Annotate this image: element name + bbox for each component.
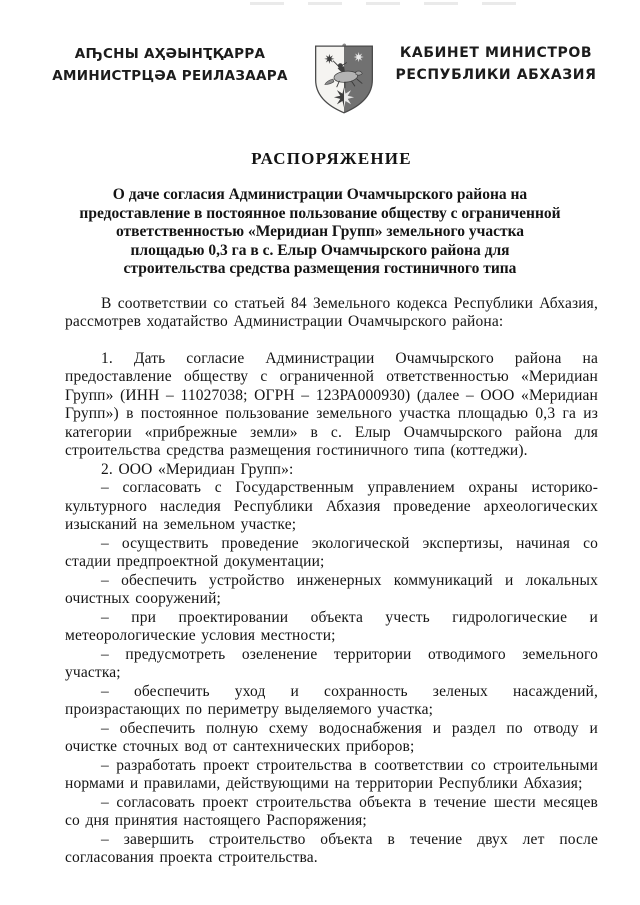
- letterhead-abkhaz-text: [40, 43, 300, 87]
- subject-line: строительства средства размещения гостиничного типа: [123, 260, 517, 278]
- body-paragraph-dash: – завершить строительство объекта в течение двух лет после согласования проекта строительства.: [65, 830, 598, 867]
- body-paragraph-item1: 1. Дать согласие Администрации Очамчырского района на предоставление обществу с ограниченной ответственностью «Меридиан Групп» (ИНН – 11027038; ОГРН – 123РА000930) (далее – ООО «Меридиан Групп») в постоянное пользование земельного участка площадью 0,3 га из категории «прибрежные земли» в с. Елыр Очамчырского района для строительства средства размещения гостиничного типа (коттеджи).: [65, 349, 598, 460]
- document-title: РАСПОРЯЖЕНИЕ: [251, 149, 412, 168]
- body-paragraph-dash: – осуществить проведение экологической экспертизы, начиная со стадии предпроектной документации;: [65, 534, 598, 571]
- letterhead: [0, 0, 640, 123]
- subject-line: О даче согласия Администрации Очамчырского района на: [112, 186, 528, 203]
- scan-artifact: [250, 2, 540, 5]
- body-paragraph-dash: – обеспечить уход и сохранность зеленых насаждений, произрастающих по периметру выделяемого участка;: [65, 682, 598, 719]
- letterhead-russian-line1: КАБИНЕТ МИНИСТРОВ: [399, 45, 593, 61]
- body-paragraph-dash: – обеспечить полную схему водоснабжения и раздел по отводу и очистке сточных вод от сантехнических приборов;: [65, 719, 598, 756]
- body-paragraph-dash: – обеспечить устройство инженерных коммуникаций и локальных очистных сооружений;: [65, 571, 598, 608]
- body-paragraph-dash: – при проектировании объекта учесть гидрологические и метеорологические условия местности;: [65, 608, 598, 645]
- letterhead-abkhaz-line2: АМИНИСТРЦӘА РЕИЛАЗААРА: [52, 68, 288, 84]
- coat-of-arms-icon: [312, 40, 376, 123]
- letterhead-russian-text: [390, 42, 602, 86]
- letterhead-russian-line2: РЕСПУБЛИКИ АБХАЗИЯ: [395, 67, 597, 83]
- body-paragraph-dash: – согласовать проект строительства объекта в течение шести месяцев со дня принятия настоящего Распоряжения;: [65, 793, 598, 830]
- document-subject: [60, 186, 580, 279]
- subject-line: площадью 0,3 га в с. Елыр Очамчырского района для: [130, 241, 510, 259]
- subject-line: предоставление в постоянное пользование обществу с ограниченной: [79, 204, 561, 222]
- body-paragraph-item2: 2. ООО «Меридиан Групп»:: [101, 460, 294, 478]
- body-paragraph-dash: – предусмотреть озеленение территории отводимого земельного участка;: [65, 645, 598, 682]
- body-paragraph-dash: – разработать проект строительства в соответствии со строительными нормами и правилами, действующими на территории Республики Абхазия;: [65, 756, 598, 793]
- document-body: [65, 295, 598, 868]
- letterhead-abkhaz-line1: АҦСНЫ АҲӘЫНҬҚАРРА: [74, 46, 266, 62]
- body-paragraph-preamble: В соответствии со статьей 84 Земельного кодекса Республики Абхазия, рассмотрев ходатайство Администрации Очамчырского района:: [65, 294, 598, 331]
- subject-line: ответственностью «Меридиан Групп» земельного участка: [115, 223, 525, 241]
- body-paragraph-dash: – согласовать с Государственным управлением охраны историко-культурного наследия Республики Абхазия проведение археологических изысканий на земельном участке;: [65, 479, 598, 534]
